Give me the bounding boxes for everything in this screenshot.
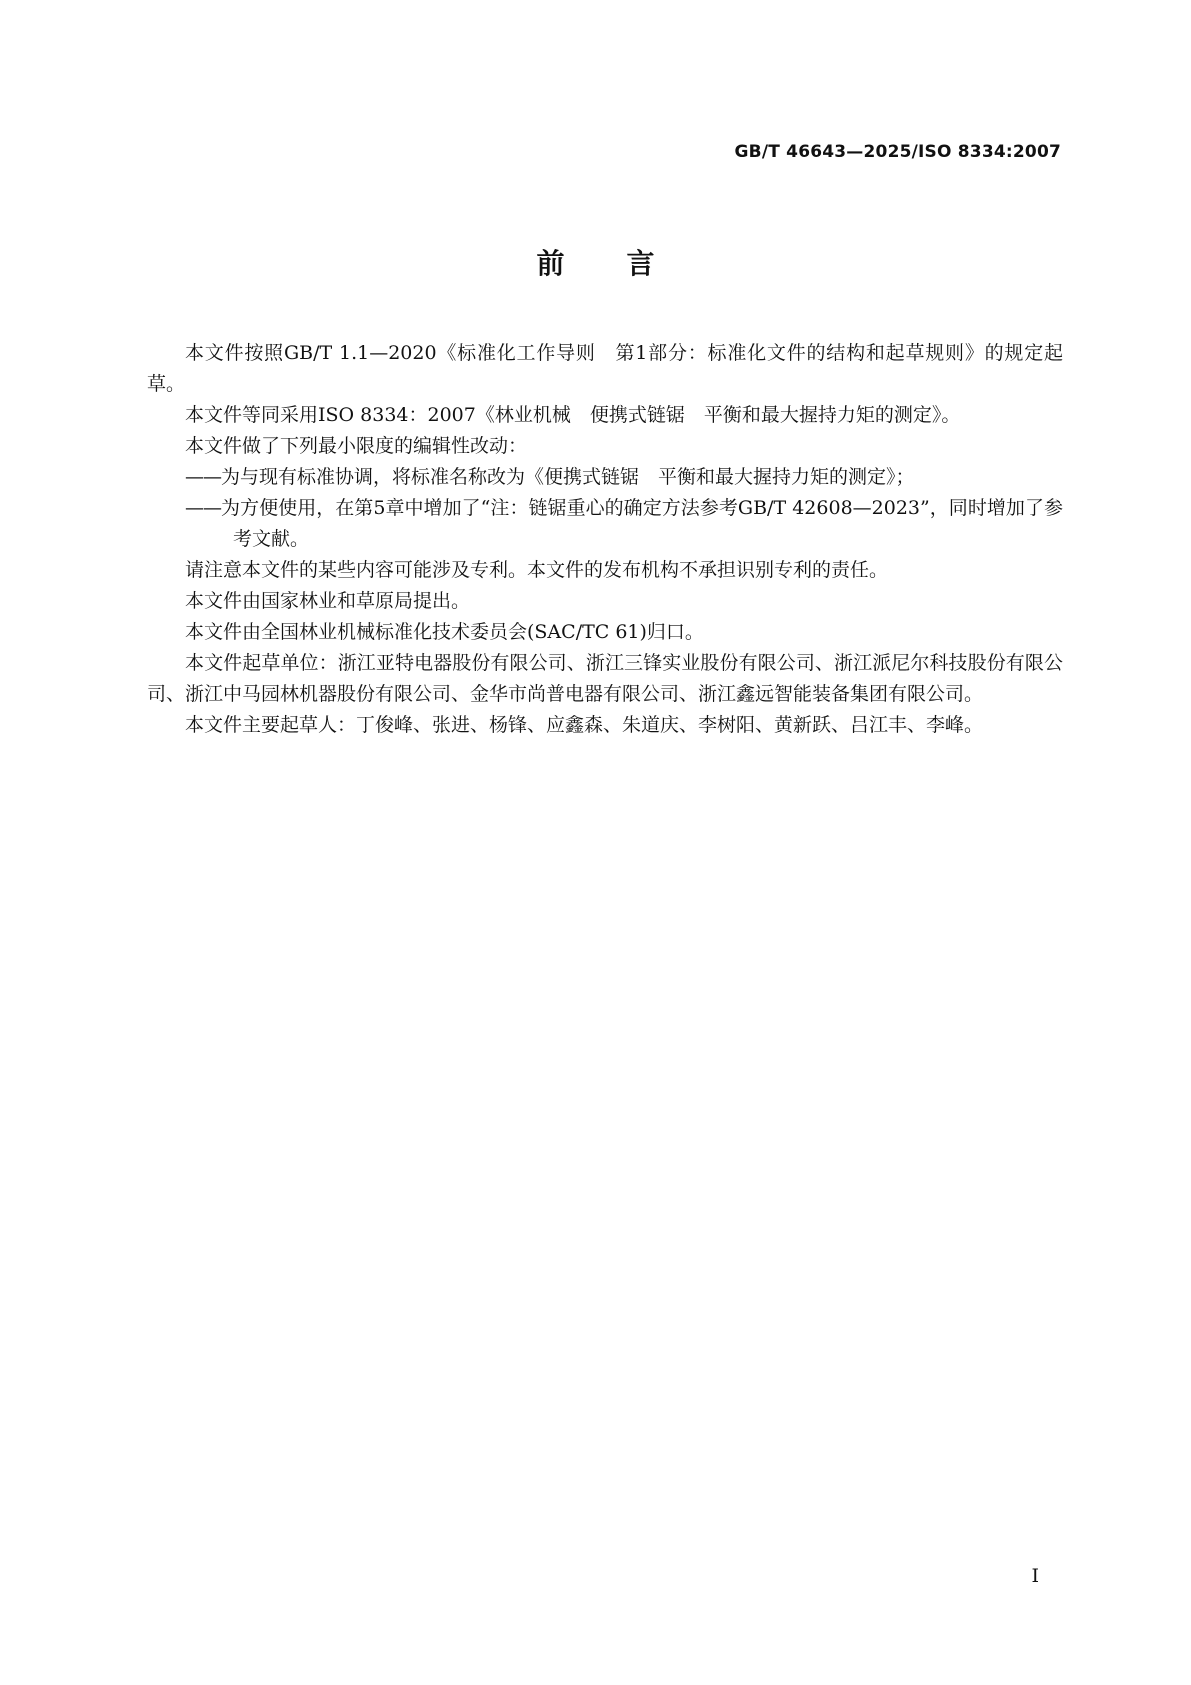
- page-number: I: [1031, 1565, 1039, 1587]
- paragraph-drafting-rules: 本文件按照GB/T 1.1—2020《标准化工作导则 第1部分：标准化文件的结构和起草规则》的规定起草。: [147, 342, 1063, 395]
- document-code: GB/T 46643—2025/ISO 8334:2007: [734, 142, 1061, 162]
- list-dash: ——: [185, 466, 221, 488]
- list-item-text: 为与现有标准协调，将标准名称改为《便携式链锯 平衡和最大握持力矩的测定》；: [221, 466, 915, 488]
- paragraph-proposer: 本文件由国家林业和草原局提出。: [185, 590, 471, 612]
- paragraph-equivalence: 本文件等同采用ISO 8334：2007《林业机械 便携式链锯 平衡和最大握持力矩的测定》。: [185, 404, 961, 426]
- list-item-text: 为方便使用，在第5章中增加了“注：链锯重心的确定方法参考GB/T 42608—2023”，同时增加了参考文献。: [221, 497, 1063, 550]
- paragraph-drafting-units: 本文件起草单位：浙江亚特电器股份有限公司、浙江三锋实业股份有限公司、浙江派尼尔科技股份有限公司、浙江中马园林机器股份有限公司、金华市尚普电器有限公司、浙江鑫远智能装备集团有限公司。: [147, 652, 1063, 705]
- list-item: [147, 462, 1063, 493]
- paragraph-drafters: 本文件主要起草人：丁俊峰、张进、杨锋、应鑫森、朱道庆、李树阳、黄新跃、吕江丰、李峰。: [185, 714, 984, 736]
- paragraph-editorial-changes: 本文件做了下列最小限度的编辑性改动：: [185, 435, 528, 457]
- paragraph-committee: 本文件由全国林业机械标准化技术委员会(SAC/TC 61)归口。: [185, 621, 704, 643]
- list-dash: ——: [185, 497, 221, 519]
- list-item: [147, 493, 1063, 555]
- document-body: [147, 338, 1063, 741]
- page-title: 前言: [536, 247, 717, 280]
- paragraph-patent-notice: 请注意本文件的某些内容可能涉及专利。本文件的发布机构不承担识别专利的责任。: [185, 559, 889, 581]
